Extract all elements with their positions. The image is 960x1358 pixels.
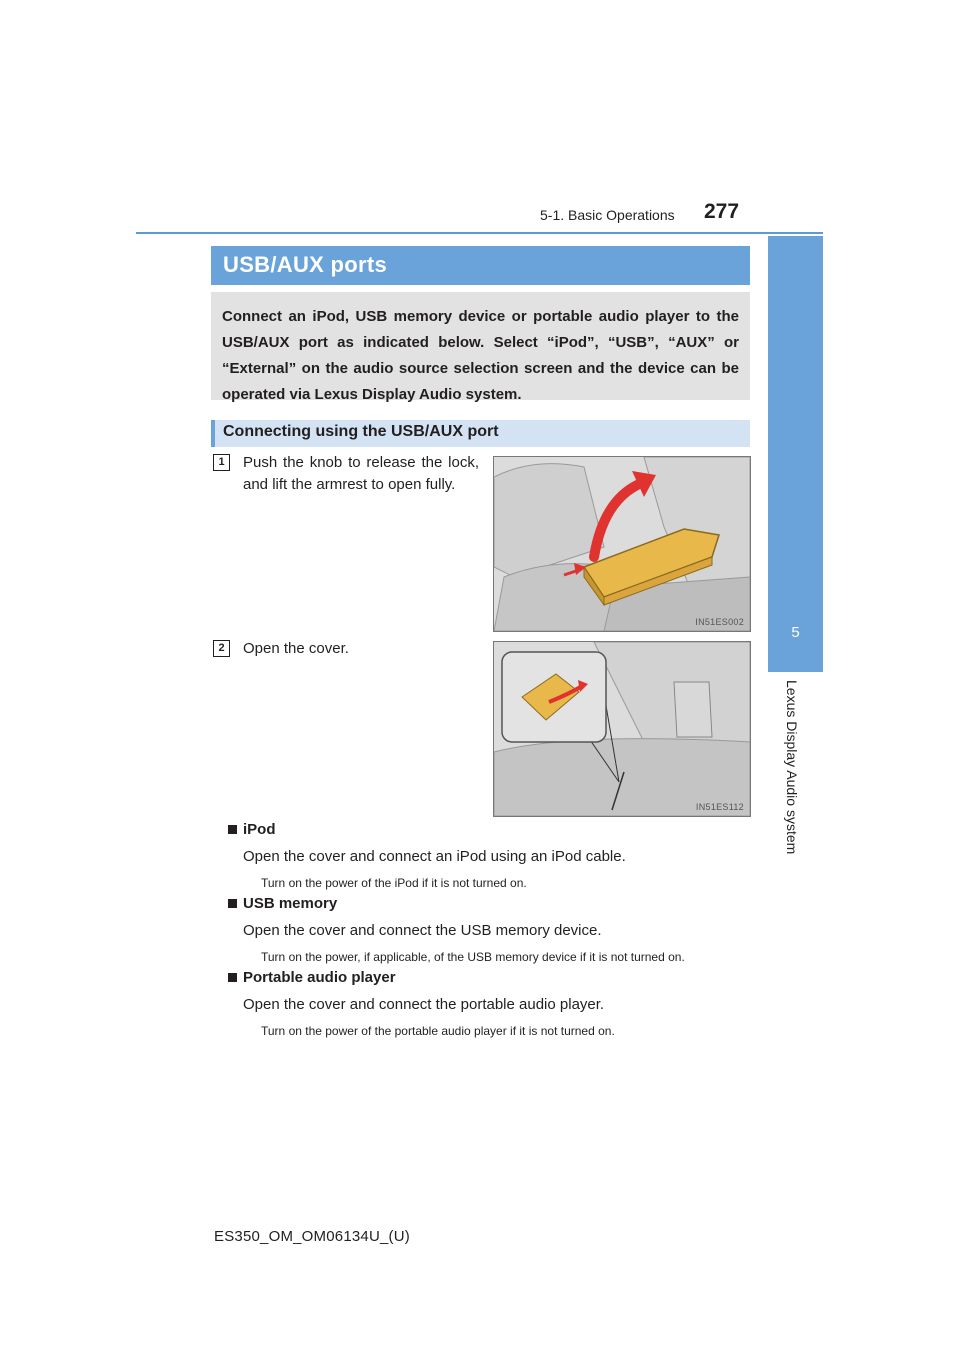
item-body: Open the cover and connect the portable audio player. — [243, 996, 605, 1013]
item-note: Turn on the power, if applicable, of the USB memory device if it is not turned on. — [261, 950, 685, 964]
page-title: USB/AUX ports — [211, 246, 750, 285]
document-code: ES350_OM_OM06134U_(U) — [214, 1228, 410, 1245]
item-heading-usb-memory: USB memory — [228, 895, 337, 912]
item-note: Turn on the power of the iPod if it is not turned on. — [261, 876, 527, 890]
section-title: 5-1. Basic Operations — [540, 207, 675, 223]
page-number: 277 — [704, 200, 740, 223]
step-number: 1 — [213, 454, 230, 471]
bullet-square-icon — [228, 973, 237, 982]
item-body: Open the cover and connect an iPod using an iPod cable. — [243, 848, 626, 865]
bullet-square-icon — [228, 825, 237, 834]
bullet-square-icon — [228, 899, 237, 908]
figure-code: IN51ES112 — [695, 802, 744, 812]
header-divider — [136, 232, 823, 234]
step-text: Open the cover. — [243, 640, 349, 657]
step-number: 2 — [213, 640, 230, 657]
intro-text: Connect an iPod, USB memory device or portable audio player to the USB/AUX port as indicated below. Select “iPod”, “USB”, “AUX” or “External” on the audio source selection screen and the device can be operated via Lexus Display Audio system. — [211, 292, 750, 400]
item-note: Turn on the power of the portable audio player if it is not turned on. — [261, 1024, 615, 1038]
chapter-tab — [768, 236, 823, 672]
step-text: Push the knob to release the lock, and lift the armrest to open fully. — [243, 454, 479, 493]
item-heading-ipod: iPod — [228, 821, 276, 838]
chapter-number: 5 — [791, 624, 800, 641]
figure-code: IN51ES002 — [695, 617, 744, 627]
chapter-title: Lexus Display Audio system — [784, 680, 800, 855]
cover-illustration — [493, 641, 751, 817]
subsection-title: Connecting using the USB/AUX port — [211, 420, 750, 447]
armrest-illustration — [493, 456, 751, 632]
item-heading-portable-audio: Portable audio player — [228, 969, 396, 986]
item-body: Open the cover and connect the USB memory device. — [243, 922, 602, 939]
